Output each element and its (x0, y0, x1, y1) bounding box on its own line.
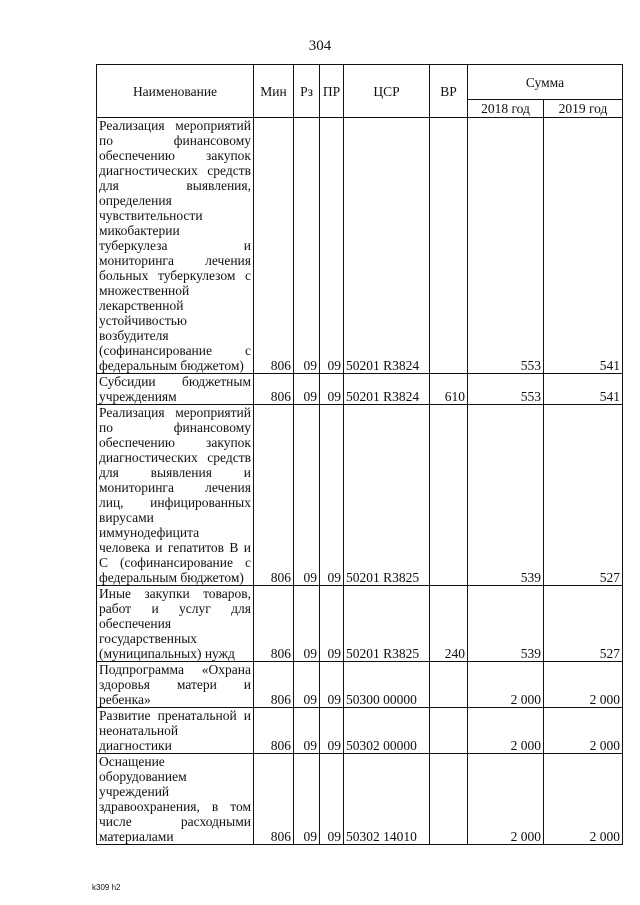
cell-sum-2018: 2 000 (468, 662, 544, 708)
cell-vr: 610 (430, 374, 468, 405)
cell-pr: 09 (320, 586, 344, 662)
page-number: 304 (308, 38, 332, 54)
cell-csr: 50302 00000 (344, 708, 430, 754)
cell-vr (430, 708, 468, 754)
cell-min: 806 (254, 754, 294, 845)
cell-sum-2019: 527 (544, 586, 623, 662)
col-header-2019: 2019 год (544, 100, 623, 118)
cell-sum-2018: 553 (468, 118, 544, 374)
cell-csr: 50302 14010 (344, 754, 430, 845)
cell-rz: 09 (294, 405, 320, 586)
cell-sum-2018: 2 000 (468, 754, 544, 845)
cell-sum-2019: 2 000 (544, 662, 623, 708)
table-row (97, 754, 623, 845)
table-row (97, 708, 623, 754)
table-row (97, 118, 623, 374)
table-row (97, 662, 623, 708)
cell-pr: 09 (320, 708, 344, 754)
cell-min: 806 (254, 662, 294, 708)
cell-vr (430, 405, 468, 586)
cell-sum-2019: 2 000 (544, 708, 623, 754)
table-row (97, 405, 623, 586)
cell-rz: 09 (294, 708, 320, 754)
cell-csr: 50201 R3824 (344, 118, 430, 374)
table-row (97, 586, 623, 662)
cell-csr: 50201 R3824 (344, 374, 430, 405)
cell-name: Подпрограмма «Охрана здоровья матери и ребенка» (97, 662, 254, 708)
col-header-rz: Рз (294, 65, 320, 118)
table-row (97, 374, 623, 405)
cell-sum-2018: 553 (468, 374, 544, 405)
cell-min: 806 (254, 118, 294, 374)
cell-csr: 50201 R3825 (344, 405, 430, 586)
cell-pr: 09 (320, 118, 344, 374)
cell-vr (430, 662, 468, 708)
cell-pr: 09 (320, 374, 344, 405)
footer-code: k309 h2 (92, 883, 121, 892)
cell-min: 806 (254, 586, 294, 662)
cell-pr: 09 (320, 754, 344, 845)
cell-min: 806 (254, 708, 294, 754)
col-header-vr: ВР (430, 65, 468, 118)
cell-vr: 240 (430, 586, 468, 662)
cell-vr (430, 754, 468, 845)
cell-sum-2018: 539 (468, 586, 544, 662)
cell-rz: 09 (294, 754, 320, 845)
cell-sum-2018: 539 (468, 405, 544, 586)
cell-name: Субсидии бюджетным учреждениям (97, 374, 254, 405)
cell-csr: 50300 00000 (344, 662, 430, 708)
cell-rz: 09 (294, 118, 320, 374)
cell-pr: 09 (320, 405, 344, 586)
col-header-pr: ПР (320, 65, 344, 118)
cell-min: 806 (254, 374, 294, 405)
cell-rz: 09 (294, 662, 320, 708)
cell-name: Реализация мероприятий по финансовому обеспечению закупок диагностических средств для выявления и мониторинга лечения лиц, инфицированных вирусами иммунодефицита человека и гепатитов В и С (софинансирование с федеральным бюджетом) (97, 405, 254, 586)
budget-table (96, 64, 623, 845)
col-header-sum: Сумма (468, 65, 623, 100)
cell-name: Иные закупки товаров, работ и услуг для обеспечения государственных (муниципальных) нужд (97, 586, 254, 662)
cell-name: Оснащение оборудованием учреждений здравоохранения, в том числе расходными материалами (97, 754, 254, 845)
cell-rz: 09 (294, 374, 320, 405)
cell-sum-2018: 2 000 (468, 708, 544, 754)
col-header-min: Мин (254, 65, 294, 118)
cell-min: 806 (254, 405, 294, 586)
cell-csr: 50201 R3825 (344, 586, 430, 662)
col-header-csr: ЦСР (344, 65, 430, 118)
cell-pr: 09 (320, 662, 344, 708)
cell-sum-2019: 527 (544, 405, 623, 586)
cell-sum-2019: 541 (544, 118, 623, 374)
cell-sum-2019: 541 (544, 374, 623, 405)
table-body (97, 118, 623, 845)
cell-name: Реализация мероприятий по финансовому обеспечению закупок диагностических средств для выявления, определения чувствительности микобактерии туберкулеза и мониторинга лечения больных туберкулезом с множественной лекарственной устойчивостью возбудителя (софинансирование с федеральным бюджетом) (97, 118, 254, 374)
cell-rz: 09 (294, 586, 320, 662)
cell-name: Развитие пренатальной и неонатальной диагностики (97, 708, 254, 754)
cell-sum-2019: 2 000 (544, 754, 623, 845)
col-header-2018: 2018 год (468, 100, 544, 118)
cell-vr (430, 118, 468, 374)
col-header-name: Наименование (97, 65, 254, 118)
